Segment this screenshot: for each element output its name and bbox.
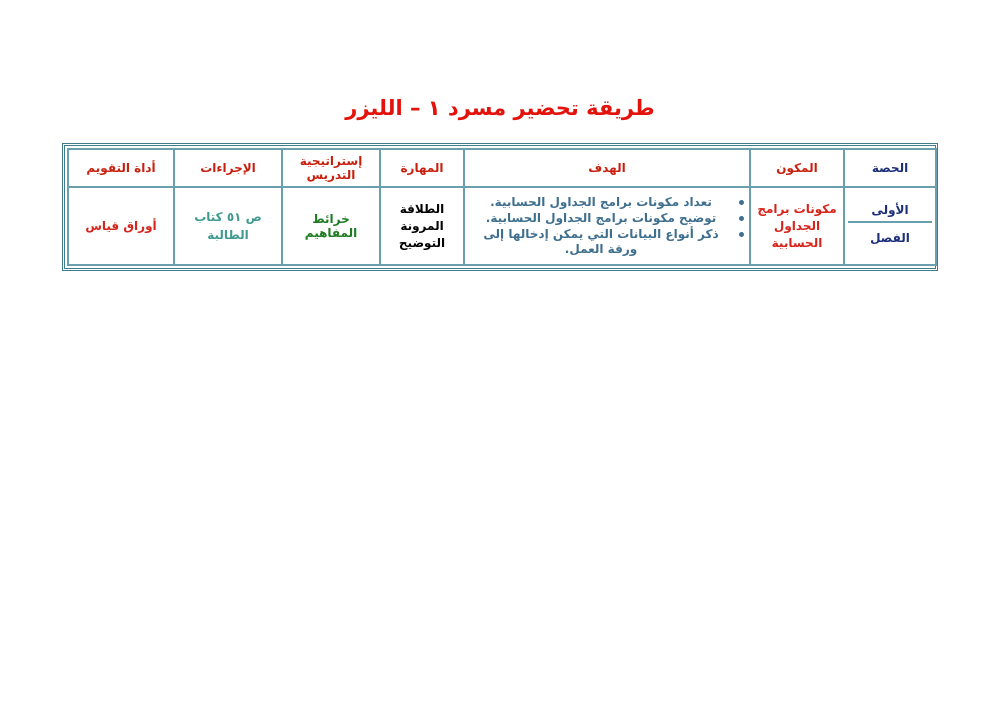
page-title: طريقة تحضير مسرد ١ – الليزر — [345, 96, 655, 120]
cell-strategy: خرائط المفاهيم — [282, 187, 380, 265]
cell-procedures: ص ٥١ كتاب الطالبة — [174, 187, 282, 265]
table-row — [68, 187, 936, 265]
header-procedures: الإجراءات — [174, 149, 282, 187]
bullet-icon — [739, 216, 744, 221]
cell-skill — [380, 187, 464, 265]
lesson-unit: الفصل — [870, 231, 910, 245]
skill-item: الطلاقة — [399, 201, 445, 216]
skill-item: التوضيح — [398, 235, 446, 250]
lesson-plan-frame — [62, 143, 938, 271]
bullet-icon — [739, 200, 744, 205]
skill-item: المرونة — [400, 218, 444, 233]
list-item — [474, 227, 728, 257]
goal-text: توضيح مكونات برامج الجداول الحسابية. — [485, 210, 717, 225]
cell-assessment: أوراق قياس — [68, 187, 174, 265]
goal-text: تعداد مكونات برامج الجداول الحسابية. — [490, 194, 712, 209]
header-goal: الهدف — [464, 149, 750, 187]
lesson-period: الأولى — [848, 201, 932, 223]
cell-lesson — [844, 187, 936, 265]
cell-goal — [464, 187, 750, 265]
goal-text: ذكر أنواع البيانات التي يمكن إدخالها إلى ورقة العمل. — [483, 226, 719, 256]
header-strategy: إستراتيجية التدريس — [282, 149, 380, 187]
lesson-plan-table — [67, 148, 937, 266]
header-assessment: أداة التقويم — [68, 149, 174, 187]
list-item — [474, 211, 728, 226]
list-item — [474, 195, 728, 210]
cell-component: مكونات برامج الجداول الحسابية — [750, 187, 844, 265]
header-component: المكون — [750, 149, 844, 187]
header-lesson: الحصة — [844, 149, 936, 187]
header-skill: المهارة — [380, 149, 464, 187]
bullet-icon — [739, 232, 744, 237]
goals-list — [468, 195, 746, 257]
table-header-row — [68, 149, 936, 187]
